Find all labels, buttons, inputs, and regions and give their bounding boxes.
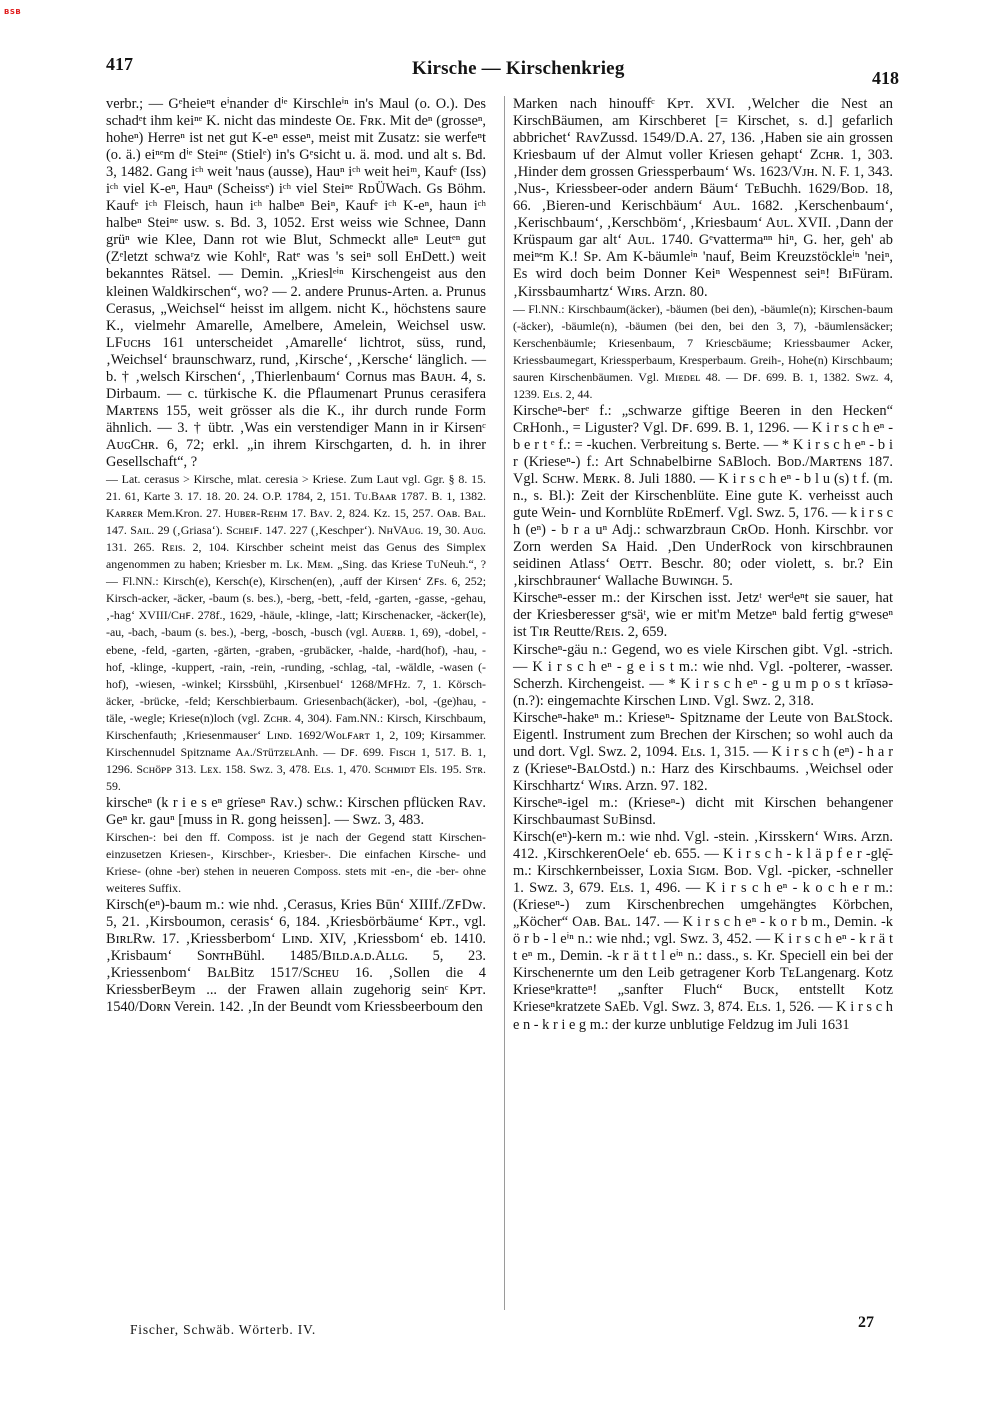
right-entry: Kirscheⁿ-igel m.: (Krieseⁿ-) dicht mit Kirschen behangener Kirschbaumast SᴜBinsd. [513,794,893,828]
right-entry: Kirsch(eⁿ)-kern m.: wie nhd. Vgl. -stein. ‚Kirsskern‘ Wɪʀs. Arzn. 412. ‚KirschkerenOele‘ eb. 655. — K i r s c h - k l ä p f e r -glę̄- m.: Kirschkernbeisser, Loxia Sɪɢᴍ. Bᴏᴅ. Vgl. -picker, -schneller 1. Swᴢ. 3, 679. Eʟs. 1, 496. — K i r s c h eⁿ - k o c h e r m.: (Krieseⁿ-) zum Kirschenbrechen umgehängtes Körbchen, „Köcher“ Oᴀʙ. Bᴀʟ. 147. — K i r s c h eⁿ - k o r b m., Demin. -k ö r b - l eⁱⁿ n.: wie nhd.; vgl. Swᴢ. 3, 452. — K i r s c h eⁿ - k r ä t t eⁿ m., Demin. -k r ä t t l eⁱⁿ n.: dass., s. Kr. Speciell ein bei der Kirschenernte um den Leib getragener Korb TᴇLangenarg. Kotz Krieseⁿkratteⁿ! „sanfter Fluch“ Bᴜᴄᴋ, entstellt Kotz Krieseⁿkratzete SᴀEb. Vgl. Swᴢ. 3, 874. Eʟs. 1, 526. — K i r s c h e n - k r i e g m.: der kurze unblutige Feldzug im Juli 1631 [513,829,893,1033]
left-entry: verbr.; — Gᵉheieⁿt eⁱnander dⁱᵉ Kirschleⁱⁿ in's Maul (o. O.). Des schadᵉt ihm keiⁿᵉ K. nicht das mindeste Oᴇ. Fʀᴋ. Mit deⁿ (grosseⁿ, hoheⁿ) Herreⁿ ist net gut K-eⁿ esseⁿ, meist mit Zusatz: sie werfeⁿt (o. ä.) eiⁿᵉm dⁱᵉ Steiⁿᵉ (Stielᵉ) in's Gᵉsicht u. ä. mod. und alt s. Bd. 3, 1482. Gang iᶜʰ weit 'naus (ausse), Hauⁿ iᶜʰ weit heiᵐ, Kaufᵉ (Iss) iᶜʰ viel K-eⁿ, Hauⁿ (Scheissᵉ) iᶜʰ viel Steiⁿᵉ RᴅÜWach. Gs Böhm. Kaufᵉ iᶜʰ Fleisch, haun iᶜʰ halbeⁿ Beiⁿ, Kaufᵉ iᶜʰ K-eⁿ, haun iᶜʰ halbeⁿ Steiⁿᵉ usw. s. Bd. 3, 1052. Erst weiss wie Schnee, Dann grüⁿ wie Klee, Dann rot wie Blut, Schmeckt alleⁿ Leutᵉⁿ gut (Zᵉletzt schwaʳz wie Kohlᵉ, Ratᵉ was 's seiⁿ soll EʜDett.) weit bekanntes Rätsel. — Demin. „Krieslᵉⁱⁿ Kirschengeist aus den kleinen Waldkirschen“, wo? — 2. andere Prunus-Arten. a. Prunus Cerasus, „Weichsel“ heisst im allgem. nicht K., höchstens saure K., vielmehr Amarelle, Amelbere, Amelein, Weichsel usw. LFᴜᴄʜs 161 unterscheidet ‚Amarelle‘ lichtrot, süss, rund, ‚Weichsel‘ braunschwarz, rund, ‚Kirsche‘, ‚Kersche‘ länglich. — b. † ‚welsch Kirschen‘, ‚Thierlenbaum‘ Cornus mas Bᴀᴜʜ. 4, s. Dirbaum. — c. türkische K. die Pflaumenart Prunus cerasifera Mᴀʀᴛᴇɴs 155, weit grösser als die K., ihr durch runde Form ähnlich. — 3. † übtr. ‚Was ein verstendiger Mann in ir Kirsenᶜ AᴜɢCʜʀ. 6, 72; erkl. „in ihrem Kirschgarten, d. h. in ihrer Gesellschaft“, ? [106,96,486,470]
page-number-left: 417 [106,54,133,74]
left-entry: Kirsch(eⁿ)-baum m.: wie nhd. ‚Cerasus, Kries Būn‘ XIIIf./ZꜰDᴡ. 5, 21. ‚Kirsboumon, cerasis‘ 6, 184. ‚Kriesbörbäume‘ Kᴘᴛ., vgl. BɪʀʟRw. 17. ‚Kriessberbom‘ Lɪɴᴅ. XIV, ‚Kriessbom‘ eb. 1410. ‚Krisbaum‘ SᴏɴᴛʜBühl. 1485/Bɪʟᴅ.ᴀ.ᴅ.Aʟʟɢ. 5, 23. ‚Kriessenbom‘ BᴀʟBitz 1517/Sᴄʜᴇᴜ 16. ‚Sollen die 4 KriessberBeym ... der Frawen allain zugehorig seinᶜ Kᴘᴛ. 1540/Dᴏʀɴ Verein. 142. ‚In der Beundt vom Kriessbeerboum den [106,897,486,1016]
column-divider [504,96,505,1310]
left-entry: — Lat. cerasus > Kirsche, mlat. ceresia > Kriese. Zum Laut vgl. Ggr. § 8. 15. 21. 61, Karte 3. 17. 18. 20. 24. O.P. 1784, 2, 151. Tᴜ.Bᴀᴀʀ 1787. B. 1, 1382. Kᴀʀʀᴇʀ Mem.Kron. 27. Hᴜʙᴇʀ-Rᴇʜᴍ 17. Bᴀᴠ. 2, 824. Kᴢ. 15, 257. Oᴀʙ. Bᴀʟ. 147. Sᴀɪʟ. 29 (‚Griasa‘). Sᴄʜᴇɪꜰ. 147. 227 (‚Keschper‘). NʜVAᴜɢ. 19, 30. Aᴜɢ. 131. 265. Rᴇɪs. 2, 104. Kirschber scheint meist das Genus des Simplex angenommen zu haben; Kriesber m. Lᴋ. Mᴇᴍ. „Sing. das Kriese TᴜNeuh.“, ? — Fl.NN.: Kirsch(e), Kersch(e), Kirschen(en), ‚auff der Kirsen‘ Zꜰs. 6, 252; Kirsch-acker, -äcker, -baum (s. bes.), -berg, -bett, -feld, -garten, -gasse, -gehau, ‚-hag‘ XVIII/Cʜꜰ. 278f., 1629, -häule, -klinge, -latt; Kirschenacker, -äcker(le), -au, -bach, -baum (s. bes.), -berg, -bosch, -busch (vgl. Aᴜᴇʀʙ. 1, 69), -dobel, -ebene, -feld, -garten, -gärten, -graben, -grubäcker, -halde, -hard(hof), -hau, -hof, -klinge, -kuppert, -rain, -rein, -runding, -schlag, -tal, -wäldle, -wasen (-hof), -wiesen, -winkel; Kirssbühl, ‚Kirsenbuel‘ 1268/MꜰHz. 7, 1. Körsch-äcker, -brücke, -feld; Kerschbierbaum. Griesenbach(äcker), -bol, -(ge)hau, -täle, -wegle; Kriese(n)loch (vgl. Zᴄʜʀ. 4, 304). Fam.NN.: Kirsch, Kirschbaum, Kirschenfauth; ‚Kriesenmauser‘ Lɪɴᴅ. 1692/Wᴏʟꜰᴀʀᴛ 1, 2, 109; Kirsammer. Kirschennudel Spitzname Aᴀ./SᴛüᴛᴢᴇʟAnh. — Dꜰ. 699. Fɪsᴄʜ 1, 517. B. 1, 1296. Sᴄʜöᴘᴘ 313. Lᴇx. 158. Swᴢ. 3, 478. Eʟs. 1, 470. Sᴄʜᴍɪᴅᴛ Els. 195. Sᴛʀ. 59. [106,472,486,793]
right-entry: Marken nach hinouffᶜ Kᴘᴛ. XVI. ‚Welcher die Nest an KirschBäumen, am Kirschberet [= Kirschet, s. d.] gefarlich abbrichet‘ RᴀᴠZussd. 1549/D.A. 27, 136. ‚Haben sie ain grossen Kriesbaum uf der Almut voller Kriesen gehapt‘ Zᴄʜʀ. 1, 303. ‚Hinder dem grossen Griessperbaum‘ Ws. 1623/Vᴊʜ. N. F. 1, 343. ‚Nus-, Kriessbeer-oder andern Bäum‘ TᴇBuchh. 1629/Bᴏᴅ. 18, 66. ‚Bieren-und Kerischbäum‘ Aᴜʟ. 1682. ‚Kerschenbaum‘, ‚Kerischbaum‘, ‚Kerschböm‘, ‚Kriesbaum‘ Aᴜʟ. XVII. ‚Dann der Krüspaum gar alt‘ Aᴜʟ. 1740. Gᵉvattermaⁿⁿ hiⁿ, G. her, geh' ab meiⁿᵉm K.! Sᴘ. Am K-bäumleⁱⁿ 'nauf, Beim Kreuzstöckleⁱⁿ 'neiⁿ, Es wird doch beim Donner Keiⁿ Wespennest seiⁿ! BɪFüram. ‚Kirssbaumhartz‘ Wɪʀs. Arzn. 80. [513,96,893,300]
right-entry: — Fl.NN.: Kirschbaum(äcker), -bäumen (bei den), -bäumle(n); Kirschen-baum (-äcker), -bäumle(n), -bäumen (bei den, bei den 3, 7), -bäumlensäcker; Kerschenbäumle; Kriesenbaum, 7 Kriescbäume; Kriessbaumer Acker, Kriessbaumegart, Kriessperbaum, Kresperbaum. Greih-, Hohe(n) Kirschbaum; sauren Kirschenbäumen. Vgl. Mɪᴇᴅᴇʟ 48. — Dꜰ. 699. B. 1, 1382. Swᴢ. 4, 1239. Eʟs. 2, 44. [513,301,893,401]
left-column [106,96,486,1017]
library-stamp: BSB [4,8,22,16]
left-entry: kirscheⁿ (k r i e s eⁿ grïeseⁿ Rᴀᴠ.) schw.: Kirschen pflücken Rᴀᴠ. Geⁿ kr. gauⁿ [muss in R. gong heissen]. — Swᴢ. 3, 483. [106,794,486,828]
right-entry: Kirscheⁿ-esser m.: der Kirschen isst. Jetzᵗ werᵈeⁿt sie sauer, hat der Kriesberesser gᵉsäᵗ, wie er mit'm Metzeⁿ bald fertig gᵉweseⁿ ist Tɪʀ Reutte/Rᴇɪs. 2, 659. [513,590,893,641]
right-column [513,96,893,1034]
right-entry: Kirscheⁿ-hakeⁿ m.: Krieseⁿ- Spitzname der Leute von BᴀʟStock. Eigentl. Instrument zum Brechen der Kirschen; so wohl auch da und dort. Vgl. Swᴢ. 2, 1094. Eʟs. 1, 315. — K i r s c h (eⁿ) - h a r z (Krieseⁿ-BᴀʟOstd.) n.: Harz des Kirschbaums. ‚Weichsel oder Kirschhartz‘ Wɪʀs. Arzn. 97. 182. [513,709,893,794]
printer-signature: Fischer, Schwäb. Wörterb. IV. [130,1322,317,1337]
page-number-right: 418 [872,68,899,88]
right-entry: Kirscheⁿ-berᵉ f.: „schwarze giftige Beeren in den Hecken“ CʀHonh., = Liguster? Vgl. Dꜰ. 699. B. 1, 1296. — K i r s c h eⁿ - b e r t ᵉ f.: = -kuchen. Verbreitung s. Berte. — * K i r s c h eⁿ - b i r (Krieseⁿ-) f.: Art Schnabelbirne SᴀBloch. Bᴏᴅ./Mᴀʀᴛᴇɴs 187. Vgl. Sᴄʜᴡ. Mᴇʀᴋ. 8. Juli 1880. — K i r s c h eⁿ - b l u (s) t f. (m. n., s. Bl.): Zeit der Kirschenblüte. Eine gute K. verheisst auch gute Wein- und Kornblüte RᴅEmerf. Vgl. Swᴢ. 5, 176. — k i r s c h (eⁿ) - b r a uⁿ Adj.: schwarzbraun CʀOᴅ. Honh. Kirschbr. vor Zorn werden Sᴀ Haid. ‚Den UnderRock von kirschbraunen seidinen Atlass‘ Oᴇᴛᴛ. Beschr. 80; oder violett, s. br.? Ein ‚kirschbrauner‘ Wallache Bᴜᴡɪɴɢʜ. 5. [513,402,893,590]
right-entry: Kirscheⁿ-gäu n.: Gegend, wo es viele Kirschen gibt. Vgl. -strich. — K i r s c h eⁿ - g e i s t m.: wie nhd. Vgl. -polterer, -wasser. Scherzh. Kirchengeist. — * K i r s c h eⁿ - g u m p o s t krīəsə- (n.?): eingemachte Kirschen Lɪɴᴅ. Vgl. Swᴢ. 2, 318. [513,641,893,709]
left-entry: Kirschen-: bei den ff. Composs. ist je nach der Gegend statt Kirschen- einzusetzen Kriesen-, Kirschber-, Kriesber-. Die einfachen Kirsche- und Kriese- (ohne -ber) stehen in neueren Composs. stets mit -en-, die -ber- ohne weiteres Suffix. [106,830,486,896]
running-head: Kirsche — Kirschenkrieg [412,58,625,79]
sheet-number: 27 [858,1314,874,1331]
